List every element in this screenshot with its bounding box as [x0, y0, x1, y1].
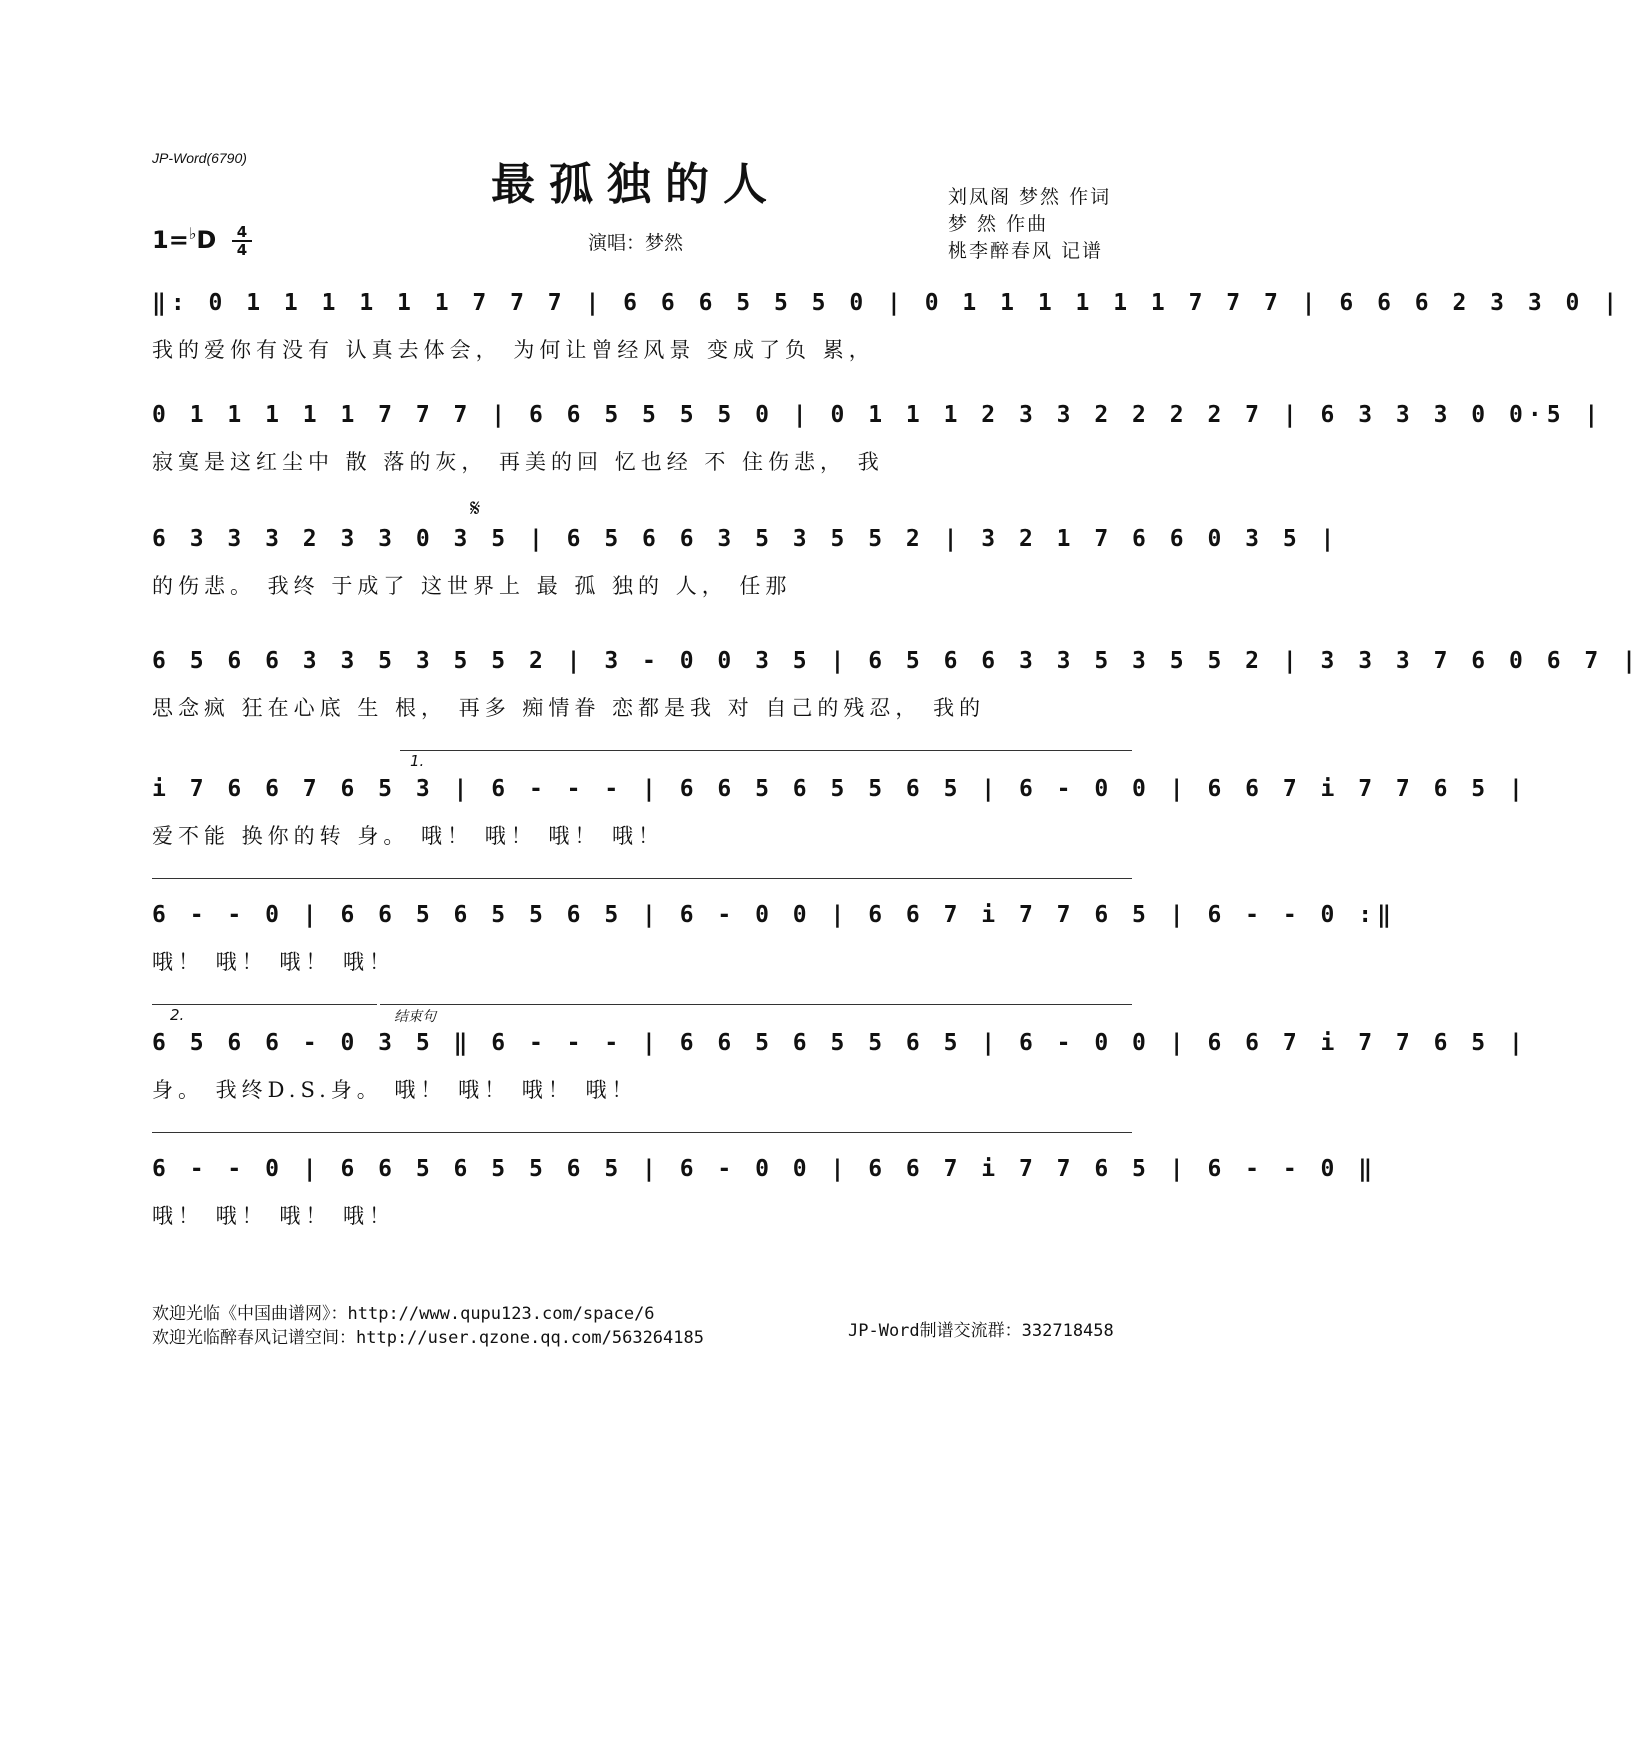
lyrics-line: 的伤悲。 我终 于成了 这世界上 最 孤 独的 人， 任那	[152, 574, 792, 598]
lyrics-line: 思念疯 狂在心底 生 根， 再多 痴情眷 恋都是我 对 自己的残忍， 我的	[152, 696, 986, 720]
software-label: JP-Word(6790)	[152, 150, 247, 166]
score-row	[152, 648, 1641, 720]
volta-2-bracket	[152, 1004, 377, 1005]
score-row	[152, 776, 1528, 848]
score-row	[152, 402, 1604, 474]
lyricist-credit: 刘凤阁 梦然 作词	[948, 186, 1112, 208]
score-row	[152, 1156, 1378, 1228]
volta-1-bracket	[400, 750, 1132, 751]
ending-bracket-cont	[152, 1132, 1132, 1133]
time-signature: 4 4	[232, 224, 252, 258]
composer-credit: 梦 然 作曲	[948, 213, 1049, 235]
lyrics-line: 我的爱你有没有 认真去体会， 为何让曾经风景 变成了负 累，	[152, 338, 875, 362]
notes-line: ‖: 0 1 1 1 1 1 1 7 7 7 | 6 6 6 5 5 5 0 | 0 1 1 1 1 1 1 7 7 7 | 6 6 6 2 3 3 0 |	[152, 290, 1623, 316]
footer-links	[152, 1302, 704, 1350]
score-row	[152, 902, 1396, 974]
notes-line: 6 - - 0 | 6 6 5 6 5 5 6 5 | 6 - 0 0 | 6 6 7 i 7 7 6 5 | 6 - - 0 ‖	[152, 1156, 1378, 1182]
notes-line: 6 3 3 3 2 3 3 0 3 5 | 6 5 6 6 3 5 3 5 5 2 | 3 2 1 7 6 6 0 3 5 |	[152, 526, 1340, 552]
lyrics-line: 身。 我终D.S.身。 哦！ 哦！ 哦！ 哦！	[152, 1078, 638, 1102]
lyrics-line: 哦！ 哦！ 哦！ 哦！	[152, 950, 396, 974]
segno-sign: 𝄋	[470, 494, 481, 522]
credits-block	[948, 184, 1111, 265]
singer-credit: 演唱：梦然	[588, 232, 684, 254]
notes-line: i 7 6 6 7 6 5 3 | 6 - - - | 6 6 5 6 5 5 6 5 | 6 - 0 0 | 6 6 7 i 7 7 6 5 |	[152, 776, 1528, 802]
notes-line: 0 1 1 1 1 1 7 7 7 | 6 6 5 5 5 5 0 | 0 1 1 1 2 3 3 2 2 2 2 7 | 6 3 3 3 0 0·5 |	[152, 402, 1604, 428]
lyrics-line: 爱不能 换你的转 身。 哦！ 哦！ 哦！ 哦！	[152, 824, 665, 848]
notes-line: 6 5 6 6 - 0 3 5 ‖ 6 - - - | 6 6 5 6 5 5 6 5 | 6 - 0 0 | 6 6 7 i 7 7 6 5 |	[152, 1030, 1528, 1056]
volta-1-label: 1.	[410, 752, 425, 770]
score-row	[152, 290, 1623, 362]
lyrics-line: 寂寞是这红尘中 散 落的灰， 再美的回 忆也经 不 住伤悲， 我	[152, 450, 884, 474]
notes-line: 6 - - 0 | 6 6 5 6 5 5 6 5 | 6 - 0 0 | 6 6 7 i 7 7 6 5 | 6 - - 0 :‖	[152, 902, 1396, 928]
key-signature: 1=♭D	[152, 224, 217, 254]
notes-line: 6 5 6 6 3 3 5 3 5 5 2 | 3 - 0 0 3 5 | 6 5 6 6 3 3 5 3 5 5 2 | 3 3 3 7 6 0 6 7 |	[152, 648, 1641, 674]
score-row	[152, 526, 1340, 598]
song-title: 最孤独的人	[491, 159, 781, 210]
transcriber-credit: 桃李醉春风 记谱	[948, 240, 1104, 262]
ending-label: 结束句	[394, 1009, 436, 1025]
footer-link-qzone: 欢迎光临醉春风记谱空间：http://user.qzone.qq.com/563264185	[152, 1328, 704, 1348]
ending-bracket	[380, 1004, 1132, 1005]
footer-link-qupu: 欢迎光临《中国曲谱网》：http://www.qupu123.com/space/6	[152, 1304, 655, 1324]
volta-1-bracket-cont	[152, 878, 1132, 879]
footer-group: JP-Word制谱交流群：332718458	[848, 1321, 1114, 1341]
lyrics-line: 哦！ 哦！ 哦！ 哦！	[152, 1204, 396, 1228]
score-row	[152, 1030, 1528, 1102]
volta-2-label: 2.	[170, 1006, 185, 1024]
